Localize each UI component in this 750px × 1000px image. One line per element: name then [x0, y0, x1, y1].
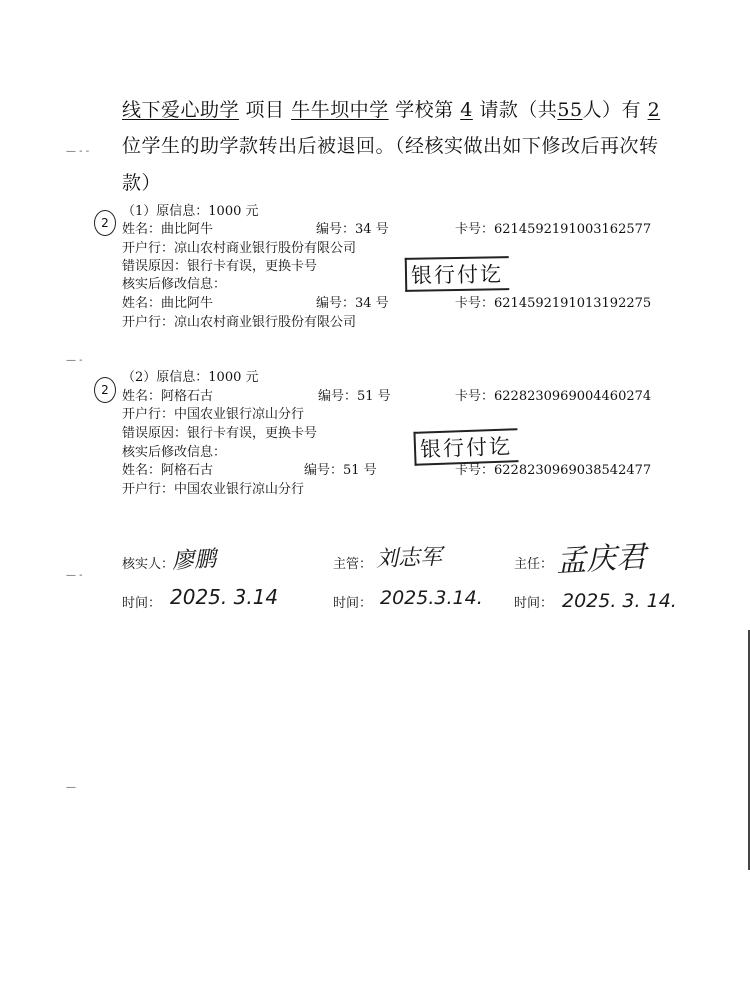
record-2-number: 编号：51 号: [318, 389, 391, 404]
record-2-paid-stamp: 银行付讫: [413, 428, 518, 466]
record-2-card: 卡号：6228230969004460274: [455, 389, 652, 404]
supervisor-date: 2025.3.14.: [380, 587, 483, 609]
record-1-name: 姓名：曲比阿牛: [122, 222, 214, 237]
director-label: 主任：: [514, 557, 554, 572]
intro-line-2: 位学生的助学款转出后被退回。（经核实做出如下修改后再次转: [122, 135, 659, 157]
record-1-new-name: 姓名：曲比阿牛: [122, 296, 214, 311]
record-2-name: 姓名：阿格石古: [122, 389, 214, 404]
supervisor-signature: 刘志军: [375, 544, 443, 573]
returned-count: 2: [647, 99, 661, 121]
record-1-reason: 错误原因：银行卡有误，更换卡号: [122, 259, 318, 274]
project-name: 线下爱心助学: [122, 99, 240, 121]
director-time-label: 时间：: [514, 596, 554, 611]
school-name: 牛牛坝中学: [291, 99, 389, 121]
record-2-new-name: 姓名：阿格石古: [122, 463, 214, 478]
intro-line-3: 款）: [122, 172, 162, 194]
verifier-signature: 廖鹏: [171, 546, 217, 575]
record-2-new-number: 编号：51 号: [304, 463, 377, 478]
binding-mark: — - -: [66, 146, 90, 157]
batch-number: 4: [460, 99, 473, 121]
record-2-new-bank: 开户行：中国农业银行凉山分行: [122, 482, 305, 497]
record-1-paid-stamp: 银行付讫: [405, 256, 510, 292]
record-1-original-label: （1）原信息：1000 元: [122, 204, 259, 219]
record-1-new-bank: 开户行：凉山农村商业银行股份有限公司: [122, 315, 357, 330]
record-1-bank: 开户行：凉山农村商业银行股份有限公司: [122, 241, 357, 256]
record-2-bank: 开户行：中国农业银行凉山分行: [122, 407, 305, 422]
record-2-original-label: （2）原信息：1000 元: [122, 370, 259, 385]
record-2-mark: 2: [94, 377, 116, 403]
record-1-number: 编号：34 号: [316, 222, 389, 237]
binding-mark: — -: [66, 355, 83, 366]
scan-edge-line: [742, 630, 750, 870]
director-date: 2025. 3. 14.: [562, 590, 677, 612]
verifier-label: 核实人：: [122, 557, 175, 572]
verifier-time-label: 时间：: [122, 596, 162, 611]
verifier-date: 2025. 3.14: [170, 585, 279, 609]
total-people: 55: [557, 99, 583, 121]
binding-mark: —: [66, 782, 76, 793]
record-1-verified-label: 核实后修改信息：: [122, 277, 227, 292]
record-2-verified-label: 核实后修改信息：: [122, 445, 227, 460]
binding-mark: — -: [66, 570, 83, 581]
record-2-new-card: 卡号：6228230969038542477: [455, 463, 652, 478]
intro-line-1: 线下爱心助学 项目 牛牛坝中学 学校第 4 请款（共55人）有 2: [122, 99, 661, 121]
record-1-mark: 2: [94, 210, 116, 236]
record-2-reason: 错误原因：银行卡有误，更换卡号: [122, 426, 318, 441]
director-signature: 孟庆君: [555, 539, 648, 580]
record-1-card: 卡号：6214592191003162577: [455, 222, 652, 237]
record-1-new-card: 卡号：6214592191013192275: [455, 296, 652, 311]
record-1-new-number: 编号：34 号: [316, 296, 389, 311]
supervisor-time-label: 时间：: [333, 596, 373, 611]
supervisor-label: 主管：: [333, 557, 373, 572]
